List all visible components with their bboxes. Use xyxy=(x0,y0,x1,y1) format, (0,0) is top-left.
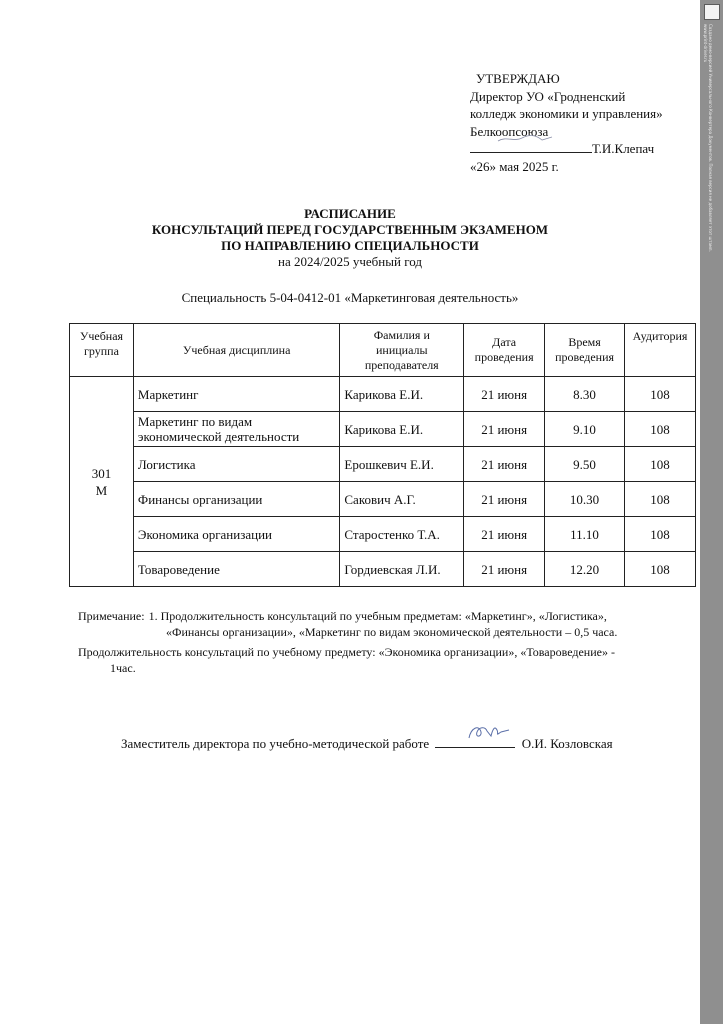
approval-signature-row xyxy=(470,140,700,158)
discipline-cell: Товароведение xyxy=(133,552,339,587)
time-cell: 8.30 xyxy=(545,377,625,412)
discipline-cell: Маркетинг по видам экономической деятельности xyxy=(133,412,339,447)
watermark-line-1: Создано демо-версией Универсального Конвертера Документов. Полная версия не добавляет этот штамп. xyxy=(708,24,713,252)
teacher-cell: Карикова Е.И. xyxy=(340,377,464,412)
heading-line-2: КОНСУЛЬТАЦИЙ ПЕРЕД ГОСУДАРСТВЕННЫМ ЭКЗАМЕНОМ xyxy=(151,222,549,237)
date-cell: 21 июня xyxy=(464,377,545,412)
deputy-signature-icon xyxy=(465,722,511,744)
heading-line-3: ПО НАПРАВЛЕНИЮ СПЕЦИАЛЬНОСТИ xyxy=(221,238,479,253)
group-cell: 301 М xyxy=(70,377,134,587)
time-cell: 12.20 xyxy=(545,552,625,587)
heading-title: РАСПИСАНИЕ xyxy=(304,206,396,221)
note-label: Примечание: xyxy=(78,609,145,623)
approval-signatory: Т.И.Клепач xyxy=(592,141,655,156)
director-signature-icon xyxy=(496,132,556,146)
approval-block xyxy=(470,70,700,175)
note-paragraph-2-cont: 1час. xyxy=(110,661,136,675)
table-row xyxy=(70,447,696,482)
watermark-line-2: www.print-driver.ru xyxy=(703,24,708,63)
room-cell: 108 xyxy=(625,482,696,517)
room-cell: 108 xyxy=(625,412,696,447)
schedule-heading xyxy=(0,206,700,270)
note-item-1-cont: «Финансы организации», «Маркетинг по видам экономической деятельности – 0,5 часа. xyxy=(166,625,618,639)
watermark-sidebar xyxy=(700,0,723,1024)
room-cell: 108 xyxy=(625,377,696,412)
room-cell: 108 xyxy=(625,552,696,587)
note-item-1-text: 1. Продолжительность консультаций по учебным предметам: «Маркетинг», «Логистика», xyxy=(148,609,607,623)
table-row xyxy=(70,377,696,412)
converter-logo-icon xyxy=(704,4,720,20)
approval-line-1: Директор УО «Гродненский xyxy=(470,88,626,104)
discipline-cell: Финансы организации xyxy=(133,482,339,517)
time-cell: 9.50 xyxy=(545,447,625,482)
header-teacher: Фамилия и инициалы преподавателя xyxy=(340,324,464,377)
teacher-cell: Гордиевская Л.И. xyxy=(340,552,464,587)
header-group: Учебная группа xyxy=(70,324,134,377)
approval-title: УТВЕРЖДАЮ xyxy=(476,71,560,86)
heading-year: на 2024/2025 учебный год xyxy=(278,254,422,269)
teacher-cell: Сакович А.Г. xyxy=(340,482,464,517)
table-row xyxy=(70,552,696,587)
table-row xyxy=(70,517,696,552)
discipline-cell: Экономика организации xyxy=(133,517,339,552)
header-discipline: Учебная дисциплина xyxy=(133,324,339,377)
date-cell: 21 июня xyxy=(464,482,545,517)
time-cell: 10.30 xyxy=(545,482,625,517)
date-cell: 21 июня xyxy=(464,412,545,447)
watermark-text xyxy=(703,24,713,724)
teacher-cell: Ерошкевич Е.И. xyxy=(340,447,464,482)
deputy-signature-block xyxy=(121,736,613,752)
header-date: Дата проведения xyxy=(464,324,545,377)
header-time: Время проведения xyxy=(545,324,625,377)
date-cell: 21 июня xyxy=(464,517,545,552)
approval-line-2: колледж экономики и управления» xyxy=(470,106,663,121)
approval-line-3: Белкоопсоюза xyxy=(470,123,549,139)
schedule-table xyxy=(69,323,696,587)
note-paragraph-2-text: Продолжительность консультаций по учебному предмету: «Экономика организации», «Товароведение» - xyxy=(78,645,615,659)
deputy-position: Заместитель директора по учебно-методической работе xyxy=(121,736,430,751)
discipline-cell: Маркетинг xyxy=(133,377,339,412)
teacher-cell: Старостенко Т.А. xyxy=(340,517,464,552)
time-cell: 9.10 xyxy=(545,412,625,447)
room-cell: 108 xyxy=(625,517,696,552)
notes-block xyxy=(78,608,698,676)
header-room: Аудитория xyxy=(625,324,696,377)
date-cell: 21 июня xyxy=(464,447,545,482)
discipline-cell: Логистика xyxy=(133,447,339,482)
note-paragraph-2 xyxy=(78,644,698,676)
table-row xyxy=(70,412,696,447)
approval-date: «26» мая 2025 г. xyxy=(470,158,559,174)
room-cell: 108 xyxy=(625,447,696,482)
deputy-name: О.И. Козловская xyxy=(521,736,613,751)
signature-line xyxy=(470,141,592,153)
specialty-line: Специальность 5-04-0412-01 «Маркетинговая деятельность» xyxy=(181,290,519,305)
teacher-cell: Карикова Е.И. xyxy=(340,412,464,447)
table-header-row xyxy=(70,324,696,377)
note-item-1 xyxy=(78,608,698,624)
time-cell: 11.10 xyxy=(545,517,625,552)
date-cell: 21 июня xyxy=(464,552,545,587)
table-row xyxy=(70,482,696,517)
signature-line xyxy=(435,736,515,748)
